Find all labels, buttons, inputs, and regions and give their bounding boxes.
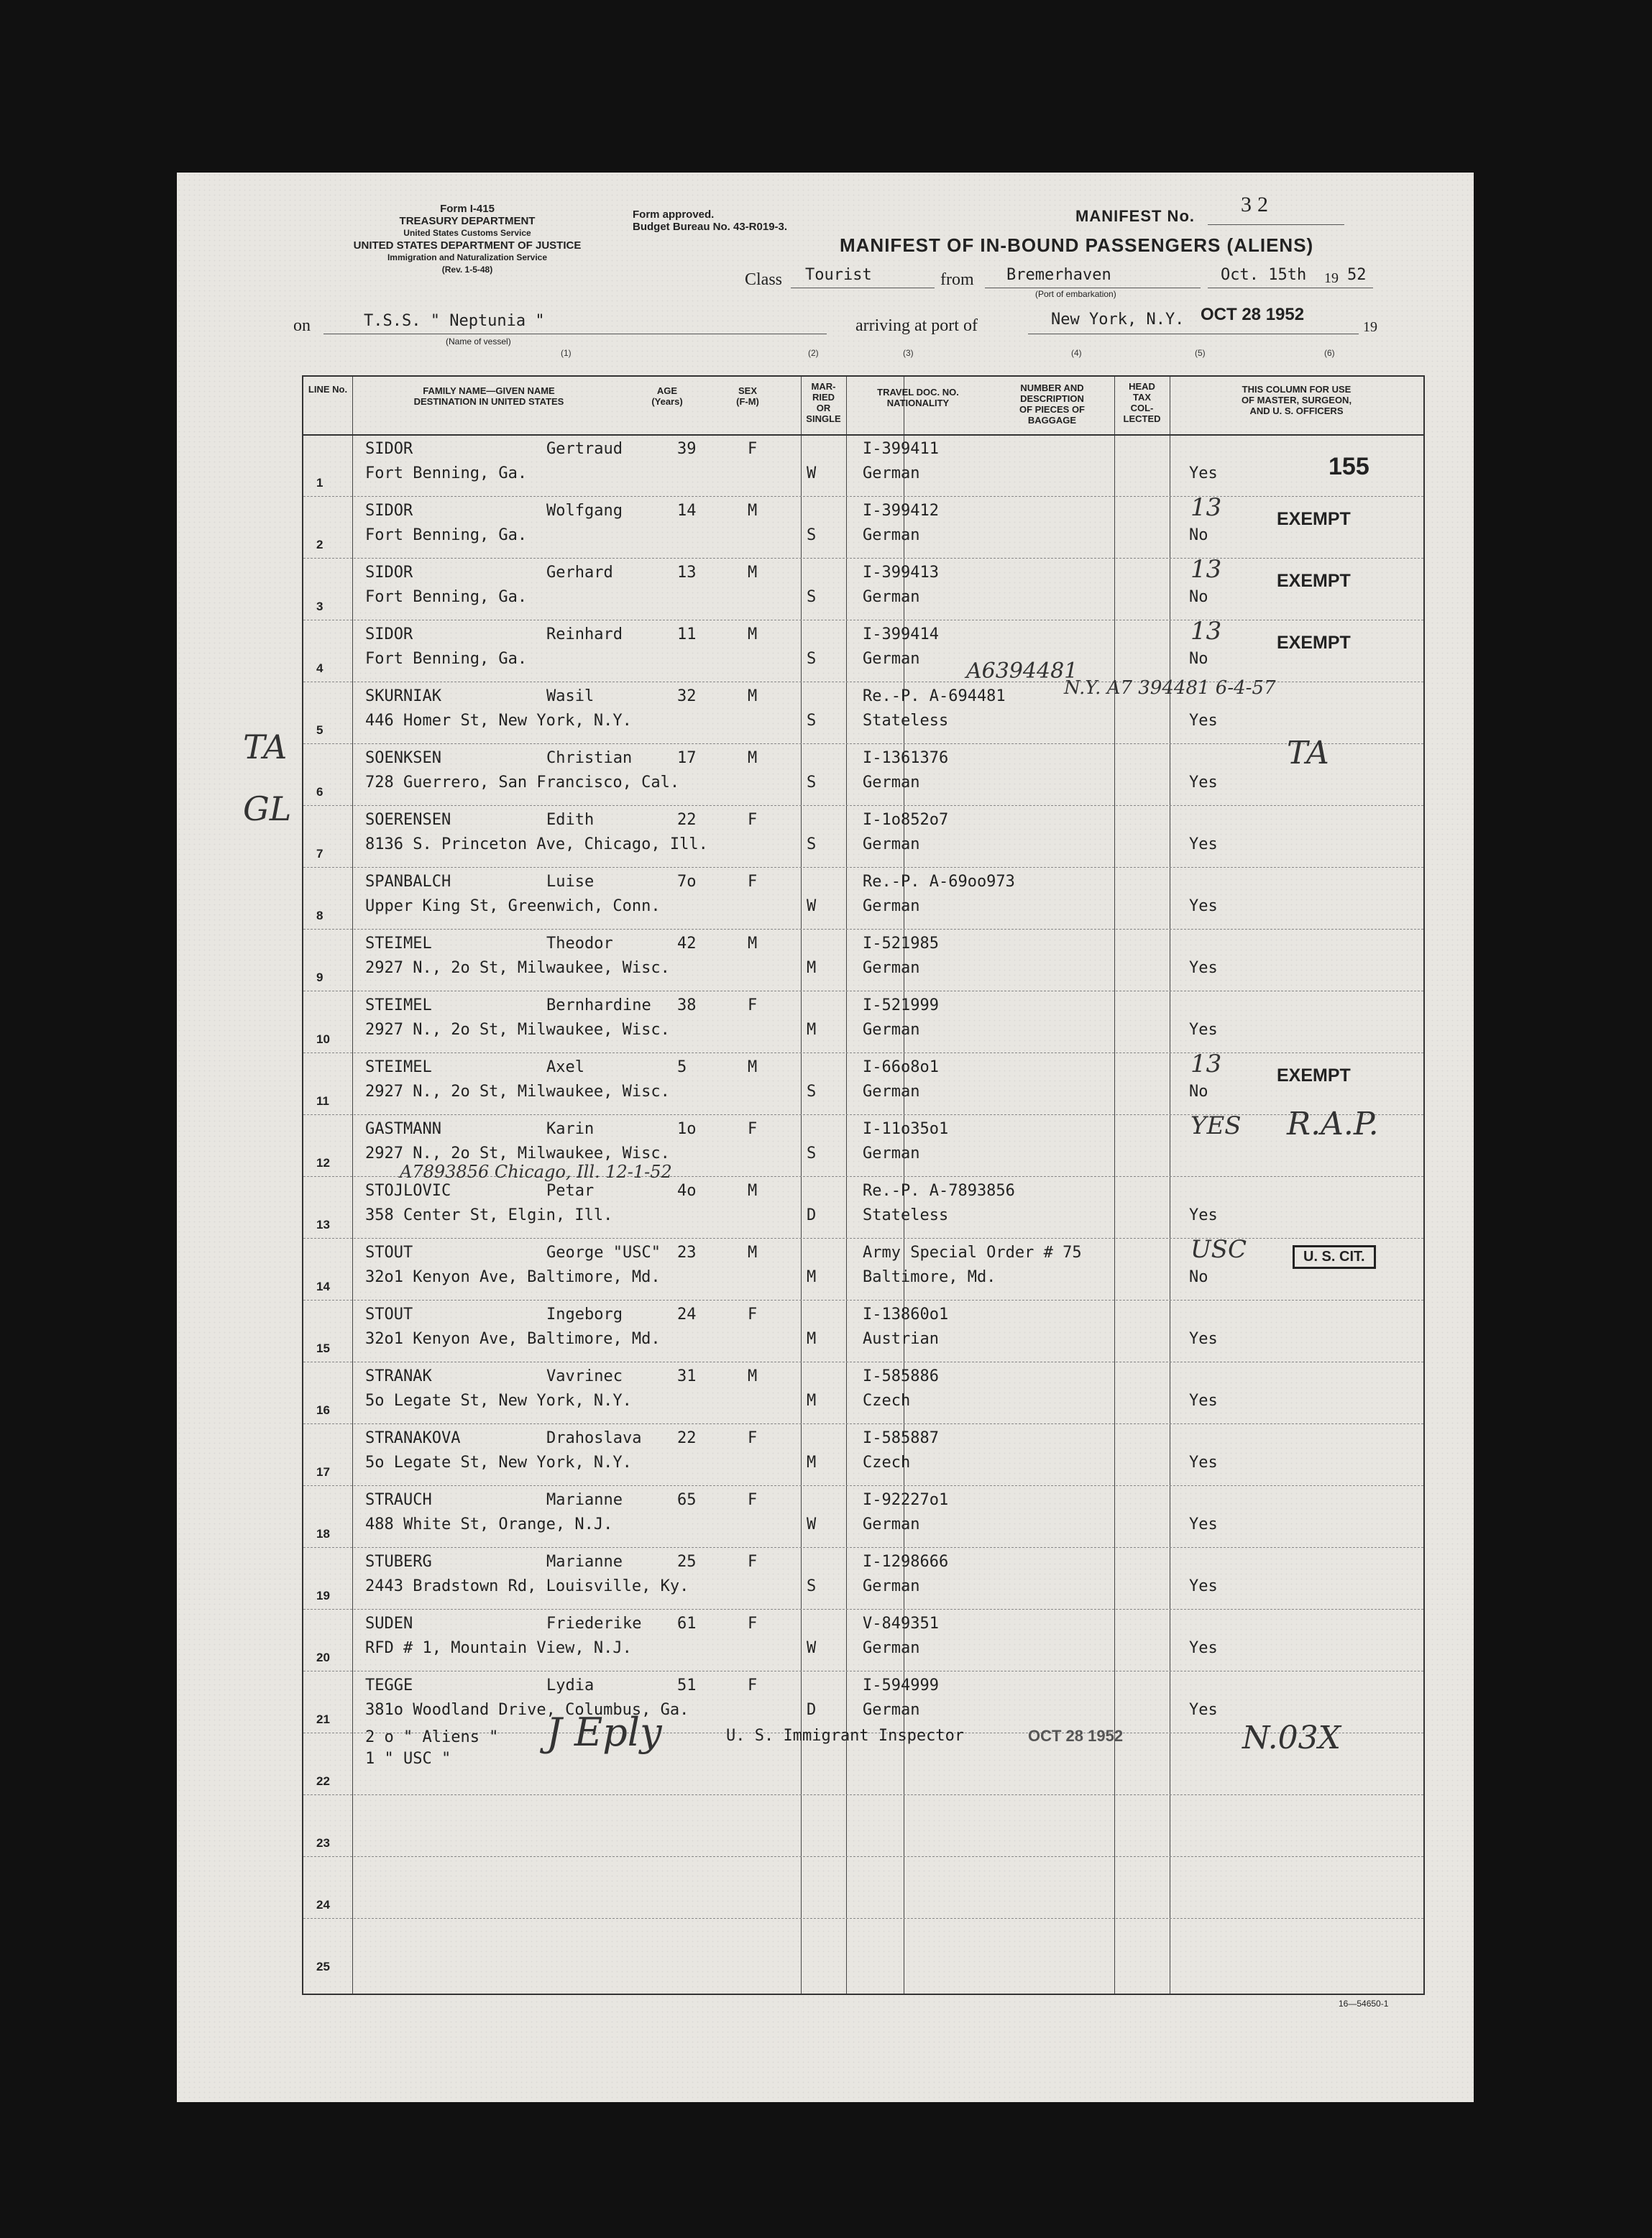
row-line-number: 12 xyxy=(316,1156,330,1170)
officer-stamp: EXEMPT xyxy=(1277,509,1351,529)
head-tax-handwritten: 13 xyxy=(1190,555,1222,584)
passenger-marital-status: W xyxy=(807,464,817,482)
passenger-marital-status: S xyxy=(807,1083,817,1101)
passenger-marital-status: S xyxy=(807,774,817,792)
row-line-number: 17 xyxy=(316,1465,330,1479)
passenger-given-name: Bernhardine xyxy=(546,996,651,1014)
row-line-number: 7 xyxy=(316,847,323,861)
head-tax-collected: No xyxy=(1189,1083,1208,1101)
passenger-given-name: Reinhard xyxy=(546,625,623,643)
passenger-age: 42 xyxy=(677,935,697,953)
passenger-nationality: German xyxy=(863,588,920,606)
passenger-age: 31 xyxy=(677,1367,697,1385)
revision: (Rev. 1-5-48) xyxy=(441,265,493,275)
passenger-given-name: Gerhard xyxy=(546,564,613,582)
year-value: 52 xyxy=(1347,266,1367,284)
head-tax-collected: Yes xyxy=(1189,1392,1218,1410)
passenger-given-name: Christian xyxy=(546,749,633,767)
passenger-given-name: Edith xyxy=(546,811,595,829)
hdr-sex: SEX (F-M) xyxy=(736,385,759,407)
arrival-date-stamp: OCT 28 1952 xyxy=(1201,305,1305,324)
passenger-sex: F xyxy=(748,873,758,891)
travel-doc-number: I-585886 xyxy=(863,1367,939,1385)
passenger-sex: M xyxy=(748,1244,758,1262)
travel-doc-number: I-521985 xyxy=(863,935,939,953)
passenger-destination: 2443 Bradstown Rd, Louisville, Ky. xyxy=(365,1577,689,1595)
head-tax-collected: Yes xyxy=(1189,1454,1218,1472)
head-tax-collected: Yes xyxy=(1189,959,1218,977)
passenger-family-name: GASTMANN xyxy=(365,1120,441,1138)
form-id-block xyxy=(331,203,604,276)
inspector-signature: J Eply xyxy=(546,1710,662,1755)
passenger-given-name: Wasil xyxy=(546,687,595,705)
officer-handwritten-note: R.A.P. xyxy=(1287,1106,1379,1142)
head-tax-handwritten: 13 xyxy=(1190,493,1222,522)
passenger-family-name: TEGGE xyxy=(365,1677,413,1694)
passenger-given-name: Wolfgang xyxy=(546,502,623,520)
passenger-sex: M xyxy=(748,935,758,953)
row-line-number: 15 xyxy=(316,1342,330,1355)
hdr-age: AGE (Years) xyxy=(651,385,683,407)
passenger-destination: 2927 N., 2o St, Milwaukee, Wisc. xyxy=(365,1021,670,1039)
row-line-number: 23 xyxy=(316,1836,330,1850)
head-tax-collected: Yes xyxy=(1189,1701,1218,1719)
on-label: on xyxy=(293,316,311,335)
passenger-family-name: SKURNIAK xyxy=(365,687,441,705)
margin-handwritten-note: GL xyxy=(243,789,292,828)
hdr-baggage: NUMBER AND DESCRIPTION OF PIECES OF BAGGAGE xyxy=(1019,382,1085,426)
col-num-4: (4) xyxy=(1071,348,1082,358)
footer-code: 16—54650-1 xyxy=(1339,1999,1389,2009)
passenger-marital-status: S xyxy=(807,1577,817,1595)
hdr-head-tax: HEAD TAX COL- LECTED xyxy=(1123,381,1161,424)
row-line-number: 6 xyxy=(316,785,323,799)
passenger-nationality: German xyxy=(863,650,920,668)
from-value: Bremerhaven xyxy=(1006,266,1111,284)
port-embark-note: (Port of embarkation) xyxy=(1035,289,1116,299)
passenger-family-name: SIDOR xyxy=(365,564,413,582)
passenger-marital-status: S xyxy=(807,1145,817,1162)
passenger-sex: M xyxy=(748,625,758,643)
ins-service: Immigration and Naturalization Service xyxy=(387,252,548,262)
passenger-marital-status: D xyxy=(807,1701,817,1719)
hdr-officers: THIS COLUMN FOR USE OF MASTER, SURGEON, AND U. S. OFFICERS xyxy=(1241,384,1352,416)
passenger-destination: Fort Benning, Ga. xyxy=(365,588,528,606)
passenger-family-name: SIDOR xyxy=(365,440,413,458)
officer-stamp: EXEMPT xyxy=(1277,571,1351,591)
summary-usc: 1 " USC " xyxy=(365,1750,451,1768)
passenger-age: 5 xyxy=(677,1058,687,1076)
passenger-sex: M xyxy=(748,687,758,705)
travel-doc-number: V-849351 xyxy=(863,1615,939,1633)
passenger-family-name: STOUT xyxy=(365,1244,413,1262)
manifest-no-label: MANIFEST No. xyxy=(1075,207,1195,225)
passenger-nationality: German xyxy=(863,835,920,853)
passenger-family-name: STRAUCH xyxy=(365,1491,432,1509)
col-num-5: (5) xyxy=(1195,348,1206,358)
passenger-sex: M xyxy=(748,564,758,582)
passenger-family-name: SIDOR xyxy=(365,502,413,520)
from-label: from xyxy=(940,270,974,289)
row-line-number: 9 xyxy=(316,971,323,984)
passenger-age: 7o xyxy=(677,873,697,891)
passenger-nationality: German xyxy=(863,464,920,482)
passenger-nationality: German xyxy=(863,1701,920,1719)
passenger-given-name: Petar xyxy=(546,1182,595,1200)
passenger-destination: 358 Center St, Elgin, Ill. xyxy=(365,1206,613,1224)
arriving-label: arriving at port of xyxy=(855,316,978,335)
travel-doc-number: I-594999 xyxy=(863,1677,939,1694)
passenger-destination: 728 Guerrero, San Francisco, Cal. xyxy=(365,774,680,792)
page-number-stamp: 155 xyxy=(1329,453,1369,480)
inspector-date-stamp: OCT 28 1952 xyxy=(1028,1727,1124,1745)
passenger-nationality: German xyxy=(863,897,920,915)
passenger-nationality: Austrian xyxy=(863,1330,939,1348)
customs-service: United States Customs Service xyxy=(403,228,531,238)
travel-doc-number: I-399413 xyxy=(863,564,939,582)
passenger-family-name: SUDEN xyxy=(365,1615,413,1633)
head-tax-collected: No xyxy=(1189,588,1208,606)
passenger-family-name: STEIMEL xyxy=(365,996,432,1014)
passenger-destination: 32o1 Kenyon Ave, Baltimore, Md. xyxy=(365,1268,661,1286)
passenger-sex: M xyxy=(748,1058,758,1076)
head-tax-handwritten: 13 xyxy=(1190,617,1222,646)
head-tax-collected: Yes xyxy=(1189,774,1218,792)
passenger-destination: 2927 N., 2o St, Milwaukee, Wisc. xyxy=(365,1145,670,1162)
row-line-number: 20 xyxy=(316,1651,330,1664)
head-tax-collected: Yes xyxy=(1189,1639,1218,1657)
row-line-number: 19 xyxy=(316,1589,330,1602)
passenger-nationality: German xyxy=(863,1639,920,1657)
passenger-marital-status: M xyxy=(807,959,817,977)
passenger-age: 24 xyxy=(677,1306,697,1324)
passenger-marital-status: M xyxy=(807,1268,817,1286)
passenger-nationality: Stateless xyxy=(863,1206,949,1224)
passenger-given-name: Drahoslava xyxy=(546,1429,642,1447)
head-tax-collected: No xyxy=(1189,1268,1208,1286)
row-line-number: 22 xyxy=(316,1774,330,1788)
passenger-sex: M xyxy=(748,1367,758,1385)
passenger-family-name: STRANAKOVA xyxy=(365,1429,461,1447)
hdr-line-no: LINE No. xyxy=(308,384,348,395)
officer-stamp: U. S. CIT. xyxy=(1293,1245,1376,1269)
travel-doc-number: I-1361376 xyxy=(863,749,949,767)
passenger-marital-status: S xyxy=(807,588,817,606)
passenger-given-name: Ingeborg xyxy=(546,1306,623,1324)
head-tax-collected: Yes xyxy=(1189,897,1218,915)
form-number: Form I-415 xyxy=(440,203,495,215)
row-line-number: 11 xyxy=(316,1094,329,1108)
passenger-age: 17 xyxy=(677,749,697,767)
passenger-given-name: Marianne xyxy=(546,1553,623,1571)
baggage-handwritten-note: N.Y. A7 394481 6-4-57 xyxy=(1064,677,1276,699)
passenger-destination: 8136 S. Princeton Ave, Chicago, Ill. xyxy=(365,835,708,853)
passenger-given-name: Lydia xyxy=(546,1677,595,1694)
travel-doc-number: I-585887 xyxy=(863,1429,939,1447)
year-prefix: 19 xyxy=(1324,270,1339,286)
passenger-nationality: German xyxy=(863,526,920,544)
passenger-given-name: George "USC" xyxy=(546,1244,661,1262)
passenger-given-name: Vavrinec xyxy=(546,1367,623,1385)
row-line-number: 4 xyxy=(316,661,323,675)
head-tax-handwritten: 13 xyxy=(1190,1050,1222,1078)
travel-doc-number: Re.-P. A-69oo973 xyxy=(863,873,1015,891)
passenger-given-name: Marianne xyxy=(546,1491,623,1509)
passenger-given-name: Friederike xyxy=(546,1615,642,1633)
passenger-family-name: SOENKSEN xyxy=(365,749,441,767)
passenger-sex: M xyxy=(748,749,758,767)
passenger-sex: F xyxy=(748,1429,758,1447)
officer-handwritten-note: TA xyxy=(1287,735,1329,771)
passenger-given-name: Gertraud xyxy=(546,440,623,458)
form-approved: Form approved. xyxy=(633,208,715,221)
passenger-destination: 5o Legate St, New York, N.Y. xyxy=(365,1392,632,1410)
passenger-age: 13 xyxy=(677,564,697,582)
passenger-nationality: German xyxy=(863,1083,920,1101)
passenger-family-name: STUBERG xyxy=(365,1553,432,1571)
passenger-sex: F xyxy=(748,1491,758,1509)
row-line-number: 13 xyxy=(316,1218,330,1232)
head-tax-collected: Yes xyxy=(1189,1330,1218,1348)
head-tax-collected: Yes xyxy=(1189,1021,1218,1039)
passenger-age: 39 xyxy=(677,440,697,458)
row-line-number: 24 xyxy=(316,1898,330,1912)
budget-no: Budget Bureau No. 43-R019-3. xyxy=(633,221,788,233)
passenger-age: 14 xyxy=(677,502,697,520)
passenger-marital-status: W xyxy=(807,1515,817,1533)
passenger-marital-status: W xyxy=(807,1639,817,1657)
passenger-given-name: Theodor xyxy=(546,935,613,953)
hdr-married: MAR- RIED OR SINGLE xyxy=(806,381,841,424)
travel-doc-number: I-13860o1 xyxy=(863,1306,949,1324)
passenger-family-name: STRANAK xyxy=(365,1367,432,1385)
passenger-nationality: Czech xyxy=(863,1454,911,1472)
head-tax-handwritten: USC xyxy=(1190,1235,1247,1264)
passenger-sex: F xyxy=(748,1306,758,1324)
passenger-age: 65 xyxy=(677,1491,697,1509)
head-tax-collected: Yes xyxy=(1189,1515,1218,1533)
passenger-given-name: Luise xyxy=(546,873,595,891)
passenger-marital-status: S xyxy=(807,835,817,853)
head-tax-collected: No xyxy=(1189,650,1208,668)
treasury-dept: TREASURY DEPARTMENT xyxy=(399,215,536,227)
row-line-number: 3 xyxy=(316,600,323,613)
passenger-family-name: SIDOR xyxy=(365,625,413,643)
row-line-number: 1 xyxy=(316,476,323,490)
head-tax-handwritten: YES xyxy=(1190,1111,1242,1140)
passenger-sex: F xyxy=(748,996,758,1014)
officer-stamp: EXEMPT xyxy=(1277,633,1351,653)
col-num-3: (3) xyxy=(903,348,914,358)
passenger-marital-status: M xyxy=(807,1330,817,1348)
row-line-number: 10 xyxy=(316,1032,330,1046)
passenger-marital-status: W xyxy=(807,897,817,915)
passenger-given-name: Karin xyxy=(546,1120,595,1138)
departure-date: Oct. 15th xyxy=(1221,266,1307,284)
head-tax-collected: Yes xyxy=(1189,1206,1218,1224)
passenger-marital-status: S xyxy=(807,526,817,544)
passenger-sex: F xyxy=(748,440,758,458)
passenger-nationality: Czech xyxy=(863,1392,911,1410)
head-tax-collected: Yes xyxy=(1189,464,1218,482)
passenger-destination: Fort Benning, Ga. xyxy=(365,464,528,482)
passenger-family-name: SOERENSEN xyxy=(365,811,451,829)
passenger-marital-status: S xyxy=(807,650,817,668)
passenger-marital-status: S xyxy=(807,712,817,730)
passenger-destination: 2927 N., 2o St, Milwaukee, Wisc. xyxy=(365,959,670,977)
approval-block xyxy=(633,208,787,233)
vessel-note: (Name of vessel) xyxy=(446,336,511,347)
passenger-sex: F xyxy=(748,1615,758,1633)
passenger-destination: Upper King St, Greenwich, Conn. xyxy=(365,897,661,915)
passenger-age: 22 xyxy=(677,1429,697,1447)
passenger-destination: RFD # 1, Mountain View, N.J. xyxy=(365,1639,632,1657)
vessel-name: T.S.S. " Neptunia " xyxy=(364,312,545,330)
passenger-nationality: German xyxy=(863,1577,920,1595)
passenger-family-name: SPANBALCH xyxy=(365,873,451,891)
travel-doc-number: I-399412 xyxy=(863,502,939,520)
passenger-destination: Fort Benning, Ga. xyxy=(365,526,528,544)
passenger-age: 25 xyxy=(677,1553,697,1571)
doc-handwritten-note: A6394481 xyxy=(966,659,1078,684)
travel-doc-number: Re.-P. A-694481 xyxy=(863,687,1006,705)
hdr-travel-doc: TRAVEL DOC. NO. NATIONALITY xyxy=(877,387,959,408)
passenger-marital-status: M xyxy=(807,1392,817,1410)
passenger-destination: 381o Woodland Drive, Columbus, Ga. xyxy=(365,1701,689,1719)
summary-aliens: 2 o " Aliens " xyxy=(365,1728,499,1746)
passenger-nationality: Stateless xyxy=(863,712,949,730)
passenger-given-name: Axel xyxy=(546,1058,584,1076)
passenger-sex: F xyxy=(748,1677,758,1694)
passenger-age: 22 xyxy=(677,811,697,829)
row-line-number: 14 xyxy=(316,1280,330,1293)
col-num-6: (6) xyxy=(1324,348,1335,358)
travel-doc-number: Army Special Order # 75 xyxy=(863,1244,1082,1262)
passenger-destination: 32o1 Kenyon Ave, Baltimore, Md. xyxy=(365,1330,661,1348)
passenger-sex: F xyxy=(748,1120,758,1138)
passenger-age: 1o xyxy=(677,1120,697,1138)
head-tax-collected: Yes xyxy=(1189,835,1218,853)
margin-handwritten-note: TA xyxy=(243,728,288,766)
col-num-2: (2) xyxy=(808,348,819,358)
class-label: Class xyxy=(745,270,783,289)
passenger-nationality: German xyxy=(863,774,920,792)
hdr-name: FAMILY NAME—GIVEN NAME DESTINATION IN UNITED STATES xyxy=(413,385,564,407)
passenger-age: 32 xyxy=(677,687,697,705)
row-line-number: 5 xyxy=(316,723,323,737)
head-tax-collected: No xyxy=(1189,526,1208,544)
passenger-age: 61 xyxy=(677,1615,697,1633)
passenger-family-name: STEIMEL xyxy=(365,1058,432,1076)
passenger-destination: 2927 N., 2o St, Milwaukee, Wisc. xyxy=(365,1083,670,1101)
travel-doc-number: I-399414 xyxy=(863,625,939,643)
head-tax-collected: Yes xyxy=(1189,712,1218,730)
row-line-number: 18 xyxy=(316,1527,330,1541)
travel-doc-number: I-1298666 xyxy=(863,1553,949,1571)
row-line-number: 8 xyxy=(316,909,323,922)
manifest-no: 32 xyxy=(1241,193,1274,216)
arrival-port: New York, N.Y. xyxy=(1051,311,1185,329)
passenger-destination: Fort Benning, Ga. xyxy=(365,650,528,668)
passenger-nationality: German xyxy=(863,1515,920,1533)
passenger-nationality: German xyxy=(863,1021,920,1039)
head-tax-collected: Yes xyxy=(1189,1577,1218,1595)
passenger-destination: 446 Homer St, New York, N.Y. xyxy=(365,712,632,730)
travel-doc-number: I-521999 xyxy=(863,996,939,1014)
passenger-family-name: STOJLOVIC xyxy=(365,1182,451,1200)
travel-doc-number: I-11o35o1 xyxy=(863,1120,949,1138)
passenger-age: 51 xyxy=(677,1677,697,1694)
class-value: Tourist xyxy=(805,266,872,284)
row-line-number: 2 xyxy=(316,538,323,551)
passenger-family-name: STEIMEL xyxy=(365,935,432,953)
col-num-1: (1) xyxy=(561,348,572,358)
passenger-destination: 5o Legate St, New York, N.Y. xyxy=(365,1454,632,1472)
justice-dept: UNITED STATES DEPARTMENT OF JUSTICE xyxy=(353,239,582,252)
name-handwritten-note: A7893856 Chicago, Ill. 12-1-52 xyxy=(400,1162,672,1182)
inspector-title: U. S. Immigrant Inspector xyxy=(726,1727,965,1745)
passenger-sex: F xyxy=(748,1553,758,1571)
inspector-handwritten-code: N.03X xyxy=(1242,1720,1341,1756)
arrival-year-prefix: 19 xyxy=(1363,319,1377,335)
passenger-marital-status: M xyxy=(807,1454,817,1472)
row-line-number: 25 xyxy=(316,1960,330,1973)
row-line-number: 16 xyxy=(316,1403,330,1417)
passenger-sex: F xyxy=(748,811,758,829)
officer-stamp: EXEMPT xyxy=(1277,1065,1351,1086)
travel-doc-number: Re.-P. A-7893856 xyxy=(863,1182,1015,1200)
row-line-number: 21 xyxy=(316,1712,330,1726)
passenger-nationality: German xyxy=(863,959,920,977)
passenger-family-name: STOUT xyxy=(365,1306,413,1324)
passenger-age: 4o xyxy=(677,1182,697,1200)
passenger-marital-status: D xyxy=(807,1206,817,1224)
travel-doc-number: I-399411 xyxy=(863,440,939,458)
passenger-age: 23 xyxy=(677,1244,697,1262)
passenger-marital-status: M xyxy=(807,1021,817,1039)
passenger-age: 11 xyxy=(677,625,697,643)
passenger-sex: M xyxy=(748,502,758,520)
travel-doc-number: I-66o8o1 xyxy=(863,1058,939,1076)
travel-doc-number: I-1o852o7 xyxy=(863,811,949,829)
passenger-sex: M xyxy=(748,1182,758,1200)
travel-doc-number: I-92227o1 xyxy=(863,1491,949,1509)
passenger-nationality: German xyxy=(863,1145,920,1162)
manifest-title: MANIFEST OF IN-BOUND PASSENGERS (ALIENS) xyxy=(840,234,1314,256)
passenger-age: 38 xyxy=(677,996,697,1014)
passenger-destination: 488 White St, Orange, N.J. xyxy=(365,1515,613,1533)
passenger-nationality: Baltimore, Md. xyxy=(863,1268,996,1286)
